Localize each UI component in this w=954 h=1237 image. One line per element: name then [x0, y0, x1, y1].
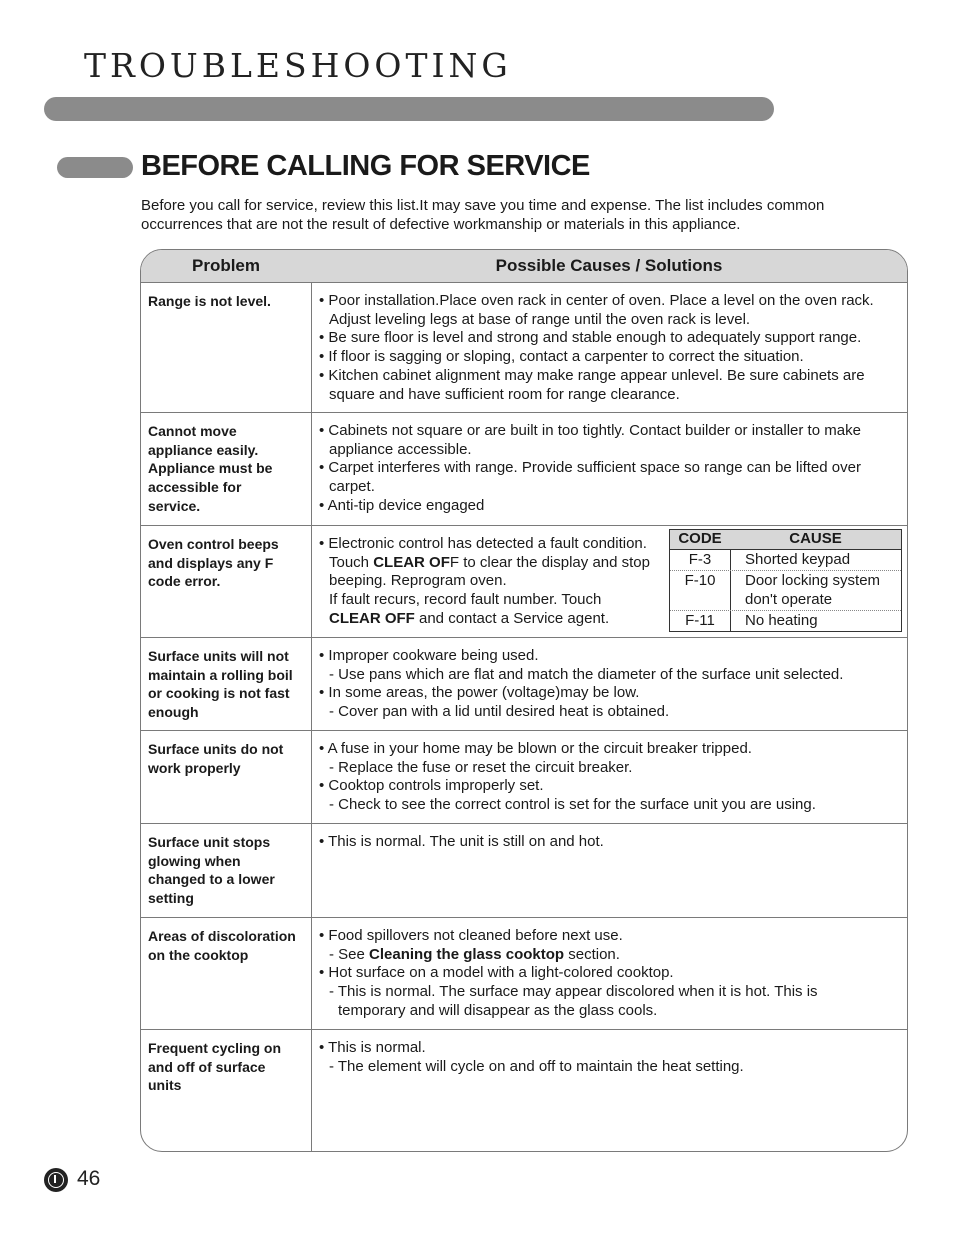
problem-cell — [148, 927, 308, 964]
solution-line: Touch CLEAR OFF to clear the display and stop — [329, 553, 650, 571]
solution-cell — [319, 740, 899, 815]
solution-line: • Be sure floor is level and strong and stable enough to adequately support range. — [319, 329, 862, 347]
solution-line: - Use pans which are flat and match the diameter of the surface unit selected. — [329, 665, 844, 683]
solution-line: • Improper cookware being used. — [319, 647, 539, 664]
solution-line: Adjust leveling legs at base of range until the oven rack is level. — [329, 310, 751, 328]
problem-line: and displays any F — [148, 554, 274, 571]
table-row — [141, 823, 907, 918]
cause-value: No heating — [745, 612, 818, 629]
clear-off-emphasis: CLEAR OFF — [329, 609, 415, 627]
solution-line: • A fuse in your home may be blown or the circuit breaker tripped. — [319, 740, 752, 757]
solution-line: • This is normal. The unit is still on and hot. — [319, 833, 604, 850]
problem-line: or cooking is not fast — [148, 685, 290, 702]
problem-line: Surface units do not — [148, 741, 284, 757]
header-solutions: Possible Causes / Solutions — [495, 256, 723, 275]
solution-line: • Poor installation.Place oven rack in center of oven. Place a level on the oven rack. — [319, 292, 874, 309]
solution-line: • Kitchen cabinet alignment may make range appear unlevel. Be sure cabinets are — [319, 366, 865, 384]
problem-line: maintain a rolling boil — [148, 666, 293, 683]
problem-line: Surface units will not — [148, 648, 289, 664]
problem-line: enough — [148, 704, 199, 721]
header-problem: Problem — [191, 256, 261, 275]
solution-cell — [319, 292, 899, 404]
problem-line: appliance easily. — [148, 441, 259, 458]
problem-line: service. — [148, 497, 201, 514]
problem-line: Oven control beeps — [148, 536, 279, 552]
solution-line: • Food spillovers not cleaned before next use. — [319, 927, 623, 944]
solution-line: temporary and will disappear as the glass cools. — [338, 1001, 658, 1019]
solution-line: - See Cleaning the glass cooktop section. — [329, 945, 620, 963]
solution-cell — [319, 422, 899, 516]
page-number: 46 — [77, 1167, 101, 1190]
intro-text — [141, 196, 901, 234]
code-header: CODE — [678, 530, 722, 547]
solution-line: • Carpet interferes with range. Provide sufficient space so range can be lifted over — [319, 459, 861, 477]
problem-line: Frequent cycling on — [148, 1040, 282, 1056]
cause-header: CAUSE — [789, 530, 842, 547]
solution-line: • If floor is sagging or sloping, contact a carpenter to correct the situation. — [319, 348, 804, 366]
solution-line: • This is normal. — [319, 1039, 426, 1056]
table-row — [141, 637, 907, 731]
problem-line: Range is not level. — [148, 293, 271, 309]
problem-line: Cannot move — [148, 423, 237, 439]
cause-value: Shorted keypad — [745, 551, 851, 568]
problem-line: Appliance must be — [148, 460, 273, 477]
solution-line: • In some areas, the power (voltage)may be low. — [319, 684, 640, 702]
table-row — [141, 917, 907, 1030]
solution-line: - Replace the fuse or reset the circuit breaker. — [329, 758, 633, 776]
intro-line: Before you call for service, review this list.It may save you time and expense. The list includes common — [141, 197, 825, 214]
solution-line: - Check to see the correct control is set for the surface unit you are using. — [329, 796, 816, 814]
problem-line: accessible for — [148, 479, 242, 496]
header-bar — [44, 97, 774, 121]
lg-logo-icon — [44, 1168, 68, 1192]
error-code-table — [669, 529, 902, 632]
cause-value: Door locking system — [745, 572, 881, 589]
solution-cell — [319, 927, 899, 1021]
solution-cell — [319, 833, 899, 852]
problem-line: code error. — [148, 573, 221, 590]
section-reference: Cleaning the glass cooktop — [369, 945, 565, 963]
solution-line: - This is normal. The surface may appear discolored when it is hot. This is — [329, 983, 818, 1001]
code-value: F-10 — [684, 572, 716, 589]
solution-line: • Cooktop controls improperly set. — [319, 777, 544, 795]
problem-line: Areas of discoloration — [148, 928, 296, 944]
solution-line: beeping. Reprogram oven. — [329, 572, 507, 590]
solution-line: If fault recurs, record fault number. Touch — [329, 591, 602, 609]
intro-line: occurrences that are not the result of defective workmanship or materials in this appliance. — [141, 216, 741, 233]
problem-line: and off of surface — [148, 1058, 266, 1075]
cause-value: don't operate — [745, 591, 833, 608]
code-value: F-3 — [688, 551, 712, 568]
problem-line: changed to a lower — [148, 871, 275, 888]
solution-line: - The element will cycle on and off to maintain the heat setting. — [329, 1057, 744, 1075]
problem-line: work properly — [148, 759, 241, 776]
solution-line: square and have sufficient room for range clearance. — [329, 385, 680, 403]
problem-line: units — [148, 1077, 182, 1094]
problem-cell — [148, 833, 308, 908]
table-header — [141, 250, 907, 283]
solution-line: appliance accessible. — [329, 440, 472, 458]
solution-line: • Cabinets not square or are built in too tightly. Contact builder or installer to make — [319, 422, 861, 439]
problem-line: Surface unit stops — [148, 834, 271, 850]
solution-line: CLEAR OFF and contact a Service agent. — [329, 609, 610, 627]
problem-line: setting — [148, 890, 194, 907]
clear-off-emphasis: CLEAR OF — [373, 553, 450, 571]
table-row — [141, 412, 907, 526]
table-row — [141, 282, 907, 413]
solution-line: • Hot surface on a model with a light-colored cooktop. — [319, 964, 674, 982]
problem-line: on the cooktop — [148, 946, 249, 963]
code-value: F-11 — [685, 612, 715, 629]
section-pill — [57, 157, 133, 178]
section-title: BEFORE CALLING FOR SERVICE — [141, 150, 590, 182]
solution-cell — [319, 647, 899, 722]
problem-cell — [148, 292, 308, 311]
problem-line: glowing when — [148, 852, 241, 869]
problem-cell — [148, 1039, 308, 1095]
table-row — [141, 525, 907, 638]
solution-cell — [319, 535, 657, 629]
troubleshooting-table — [140, 249, 908, 1152]
code-table-header — [670, 530, 901, 550]
problem-cell — [148, 422, 308, 516]
solution-line: - Cover pan with a lid until desired heat is obtained. — [329, 703, 670, 721]
problem-cell — [148, 647, 308, 722]
problem-cell — [148, 740, 308, 777]
table-row — [141, 730, 907, 824]
solution-line: • Electronic control has detected a fault condition. — [319, 535, 647, 552]
page-header-title: TROUBLESHOOTING — [84, 46, 512, 85]
solution-line: carpet. — [329, 478, 375, 496]
table-row — [141, 1029, 907, 1152]
solution-cell — [319, 1039, 899, 1076]
solution-line: • Anti-tip device engaged — [319, 496, 485, 514]
problem-cell — [148, 535, 308, 591]
